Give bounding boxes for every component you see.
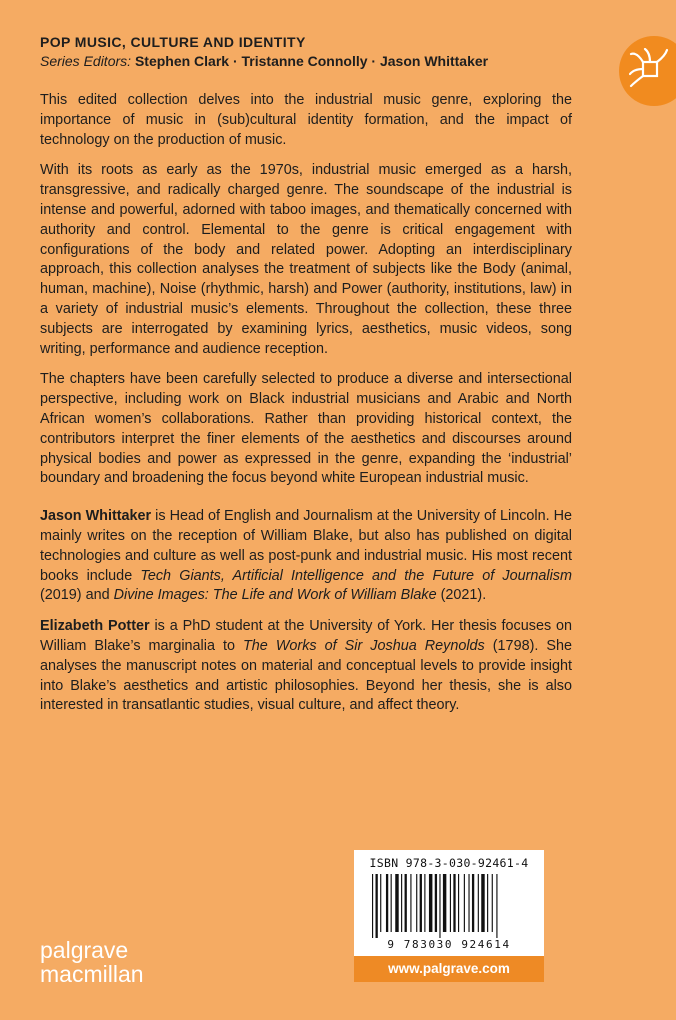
blurb: [40, 91, 572, 727]
bio-text: (2021).: [436, 587, 487, 604]
barcode-bar: [395, 874, 398, 932]
barcode-bar: [424, 874, 425, 932]
bio-text: (1798). She analyses the manuscript notes on material and conceptual levels to provide insight into Blake’s aesthetics and artistic philosophies. Beyond her thesis, she is also interested in transatlantic studies, visual culture, and affect theory.: [40, 637, 573, 714]
barcode-bar: [453, 874, 455, 932]
bio-text: (2019) and: [40, 587, 114, 604]
series-title: POP MUSIC, CULTURE AND IDENTITY: [40, 34, 306, 50]
blurb-paragraph-2: With its roots as early as the 1970s, industrial music emerged as a harsh, transgressive, and radically charged genre. The soundscape of the industrial is intense and powerful, adorned with taboo images, and thematically concerned with authority and control. Elemental to the genre is critical engagement with configurations of the body and related power. Adopting an interdisciplinary approach, this collection analyses the treatment of subjects like the Body (animal, human, machine), Noise (rhythmic, harsh) and Power (authority, institutions, law) in a variety of industrial music’s elements. Throughout the collection, these three subjects are interrogated by examining lyrics, aesthetics, music videos, song writing, performance and audience reception.: [40, 162, 572, 357]
barcode-bar: [468, 874, 469, 932]
barcode-bar: [464, 874, 465, 932]
blurb-paragraph-3: The chapters have been carefully selected to produce a diverse and intersectional perspective, including work on Black industrial musicians and Arabic and North African women’s collaborations. Rather than providing historical context, the contributors interpret the finer elements of the aesthetics and discourses around physical bodies and power as expressed in the genre, expanding the ‘industrial’ boundary and broadening the focus beyond white European industrial music.: [40, 371, 572, 487]
bio-name: Jason Whittaker: [40, 508, 152, 525]
isbn-label: ISBN 978-3-030-92461-4: [369, 856, 529, 870]
barcode-bar: [416, 874, 417, 932]
palgrave-logo-icon: [619, 36, 676, 106]
publisher-logo: [40, 938, 144, 986]
barcode-bar: [420, 874, 422, 932]
series-editors-label: Series Editors:: [40, 53, 132, 69]
barcode-bar: [472, 874, 474, 932]
bio-name: Elizabeth Potter: [40, 618, 150, 635]
barcode-bar: [458, 874, 459, 932]
barcode-bar: [435, 874, 437, 932]
bio-text: is a PhD student at the University of York. Her thesis focuses on William Blake’s marginalia to: [40, 618, 573, 654]
barcode-bar: [386, 874, 388, 932]
book-title: Divine Images: The Life and Work of William Blake: [113, 587, 437, 604]
bio-text: is Head of English and Journalism at the University of Lincoln. He mainly writes on the reception of William Blake, but also has published on digital technologies and culture as well as post-punk and industrial music. His most recent books include: [40, 508, 572, 584]
barcode-bar: [405, 874, 407, 932]
barcode: [372, 874, 526, 938]
barcode-digits: 9 783030 924614: [387, 938, 511, 951]
barcode-bar: [450, 874, 451, 932]
publisher-name-line1: palgrave: [40, 937, 129, 963]
isbn-barcode-box: [354, 850, 544, 956]
barcode-bar: [492, 874, 493, 932]
work-title: The Works of Sir Joshua Reynolds: [243, 637, 485, 654]
barcode-bar: [429, 874, 432, 932]
barcode-bar: [481, 874, 484, 932]
blurb-paragraph-1: This edited collection delves into the industrial music genre, exploring the importance of music in (sub)cultural identity formation, and the impact of technology on the production of music.: [40, 92, 572, 148]
publisher-name-line2: macmillan: [40, 961, 144, 987]
barcode-bar: [487, 874, 488, 932]
barcode-bar: [380, 874, 381, 932]
publisher-url: www.palgrave.com: [354, 956, 544, 982]
series-editors-names: Stephen Clark · Tristanne Connolly · Jason Whittaker: [134, 53, 489, 69]
barcode-bar: [376, 874, 378, 938]
barcode-bar: [439, 874, 440, 938]
barcode-bar: [410, 874, 411, 932]
barcode-bar: [478, 874, 479, 932]
series-editors: [40, 53, 488, 69]
barcode-bar: [391, 874, 392, 932]
bio-jason-whittaker: [40, 507, 572, 606]
book-title: Tech Giants, Artificial Intelligence and the Future of Journalism: [140, 567, 572, 584]
barcode-bar: [496, 874, 497, 938]
barcode-bar: [443, 874, 446, 932]
bio-elizabeth-potter: [40, 617, 572, 716]
barcode-bar: [401, 874, 402, 932]
barcode-bar: [372, 874, 373, 938]
